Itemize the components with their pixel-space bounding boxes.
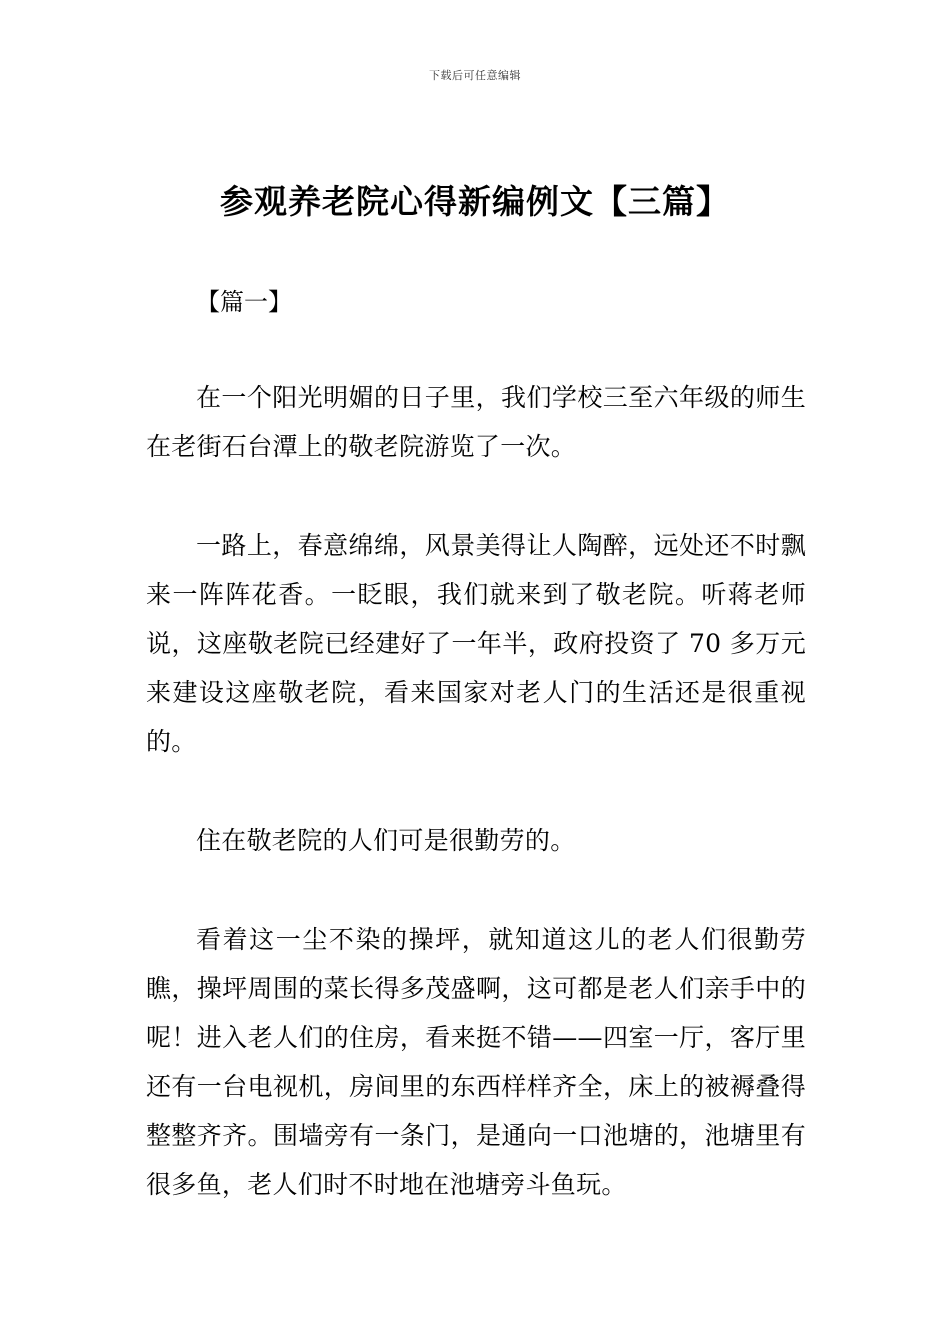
paragraph: 一路上，春意绵绵，风景美得让人陶醉，远处还不时飘来一阵阵花香。一眨眼，我们就来到了敬老院。听蒋老师说，这座敬老院已经建好了一年半，政府投资了 70 多万元来建设这座敬老院，看来国家对老人门的生活还是很重视的。: [146, 531, 806, 756]
document-body: [146, 373, 806, 1259]
header-note: 下载后可任意编辑: [429, 69, 521, 82]
paragraph: 住在敬老院的人们可是很勤劳的。: [196, 826, 576, 855]
paragraph: 在一个阳光明媚的日子里，我们学校三至六年级的师生在老街石台潭上的敬老院游览了一次。: [146, 383, 806, 461]
document-title: 参观养老院心得新编例文【三篇】: [220, 182, 730, 221]
paragraph: 看着这一尘不染的操坪，就知道这儿的老人们很勤劳瞧，操坪周围的菜长得多茂盛啊，这可都是老人们亲手中的呢！进入老人们的住房，看来挺不错——四室一厅，客厅里还有一台电视机，房间里的东西样样齐全，床上的被褥叠得整整齐齐。围墙旁有一条门，是通向一口池塘的，池塘里有很多鱼，老人们时不时地在池塘旁斗鱼玩。: [146, 925, 806, 1199]
section-label: 【篇一】: [196, 288, 292, 316]
